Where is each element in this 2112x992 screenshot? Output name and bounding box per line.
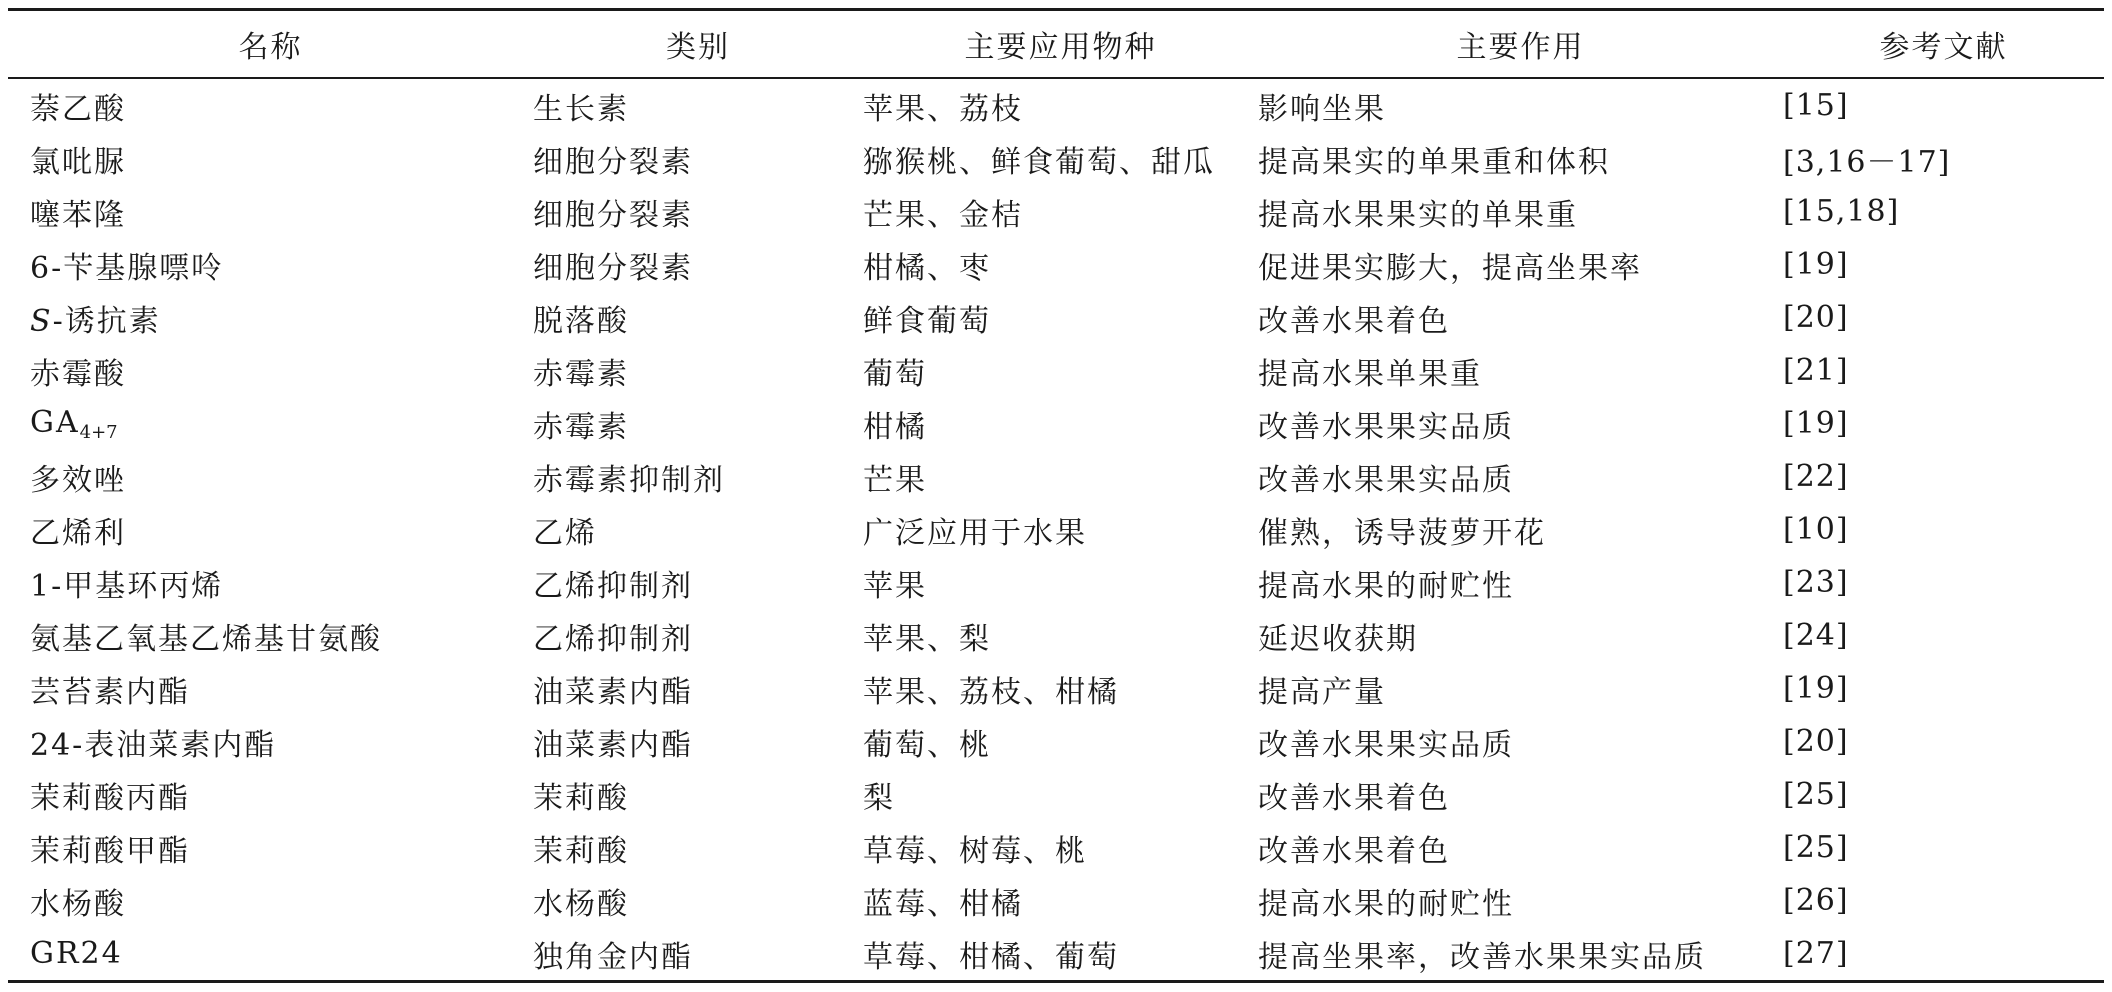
table-row bbox=[8, 874, 2104, 927]
cell-reference: [26] bbox=[1783, 883, 1849, 918]
cell-name: 氯吡脲 bbox=[30, 144, 126, 180]
cell-reference: [19] bbox=[1783, 406, 1849, 441]
cell-effect: 提高水果的耐贮性 bbox=[1258, 568, 1514, 604]
cell-effect: 改善水果果实品质 bbox=[1258, 462, 1514, 498]
cell-name: 茉莉酸甲酯 bbox=[30, 833, 190, 869]
table-row bbox=[8, 609, 2104, 662]
cell-effect: 改善水果果实品质 bbox=[1258, 409, 1514, 445]
header-category: 类别 bbox=[666, 30, 730, 65]
cell-reference: [21] bbox=[1783, 353, 1849, 388]
cell-category: 茉莉酸 bbox=[533, 833, 629, 869]
cell-effect: 提高水果果实的单果重 bbox=[1258, 197, 1578, 233]
cell-category: 茉莉酸 bbox=[533, 780, 629, 816]
cell-reference: [23] bbox=[1783, 565, 1849, 600]
header-name: 名称 bbox=[238, 30, 303, 65]
table-row bbox=[8, 78, 2104, 132]
cell-species: 鲜食葡萄 bbox=[863, 303, 991, 339]
cell-effect: 改善水果果实品质 bbox=[1258, 727, 1514, 763]
table-row bbox=[8, 185, 2104, 238]
cell-species: 蓝莓、柑橘 bbox=[863, 886, 1023, 922]
cell-species: 柑橘 bbox=[863, 409, 927, 445]
growth-regulator-table-container bbox=[8, 8, 2104, 983]
cell-name: 赤霉酸 bbox=[30, 356, 126, 392]
cell-category: 脱落酸 bbox=[533, 303, 629, 339]
cell-category: 赤霉素 bbox=[533, 356, 629, 392]
cell-category: 乙烯抑制剂 bbox=[533, 568, 693, 604]
table-row bbox=[8, 927, 2104, 982]
cell-reference: [19] bbox=[1783, 671, 1849, 706]
cell-species: 芒果 bbox=[863, 462, 927, 498]
cell-category: 水杨酸 bbox=[533, 886, 629, 922]
cell-effect: 改善水果着色 bbox=[1258, 303, 1450, 339]
growth-regulator-table bbox=[8, 8, 2104, 983]
header-reference: 参考文献 bbox=[1879, 30, 2008, 65]
cell-reference: [20] bbox=[1783, 300, 1849, 335]
table-row bbox=[8, 768, 2104, 821]
table-row bbox=[8, 662, 2104, 715]
header-species: 主要应用物种 bbox=[964, 30, 1157, 65]
cell-effect: 提高水果单果重 bbox=[1258, 356, 1482, 392]
cell-species: 苹果、梨 bbox=[863, 621, 991, 657]
cell-name: 乙烯利 bbox=[30, 515, 126, 551]
cell-reference: [22] bbox=[1783, 459, 1849, 494]
cell-species: 广泛应用于水果 bbox=[863, 515, 1087, 551]
cell-category: 细胞分裂素 bbox=[533, 144, 693, 180]
cell-category: 生长素 bbox=[533, 91, 629, 127]
table-row bbox=[8, 344, 2104, 397]
table-row bbox=[8, 450, 2104, 503]
cell-reference: [15,18] bbox=[1783, 194, 1900, 229]
cell-category: 赤霉素 bbox=[533, 409, 629, 445]
cell-species: 苹果、荔枝 bbox=[863, 91, 1023, 127]
cell-effect: 提高果实的单果重和体积 bbox=[1258, 144, 1610, 180]
cell-name-main: GA bbox=[30, 404, 80, 440]
cell-name: 水杨酸 bbox=[30, 886, 126, 922]
cell-reference: [27] bbox=[1783, 936, 1849, 971]
cell-name: 氨基乙氧基乙烯基甘氨酸 bbox=[30, 621, 382, 657]
cell-name bbox=[8, 397, 533, 450]
table-row bbox=[8, 556, 2104, 609]
cell-reference: [20] bbox=[1783, 724, 1849, 759]
cell-species: 苹果、荔枝、柑橘 bbox=[863, 674, 1119, 710]
table-row bbox=[8, 715, 2104, 768]
cell-effect: 促进果实膨大，提高坐果率 bbox=[1258, 250, 1642, 286]
cell-effect: 催熟，诱导菠萝开花 bbox=[1258, 515, 1546, 551]
cell-species: 梨 bbox=[863, 780, 895, 816]
cell-species: 葡萄、桃 bbox=[863, 727, 991, 763]
cell-category: 乙烯 bbox=[533, 515, 597, 551]
cell-name: 6-苄基腺嘌呤 bbox=[30, 250, 224, 286]
cell-effect: 提高坐果率，改善水果果实品质 bbox=[1258, 939, 1706, 975]
cell-effect: 影响坐果 bbox=[1258, 91, 1386, 127]
cell-reference: [15] bbox=[1783, 88, 1849, 123]
cell-reference: [10] bbox=[1783, 512, 1849, 547]
table-row bbox=[8, 397, 2104, 450]
cell-reference: [25] bbox=[1783, 830, 1849, 865]
cell-species: 柑橘、枣 bbox=[863, 250, 991, 286]
table-row bbox=[8, 503, 2104, 556]
cell-species: 猕猴桃、鲜食葡萄、甜瓜 bbox=[863, 144, 1215, 180]
cell-category: 独角金内酯 bbox=[533, 939, 693, 975]
cell-name: 1-甲基环丙烯 bbox=[30, 568, 224, 604]
cell-effect: 延迟收获期 bbox=[1258, 621, 1418, 657]
cell-category: 油菜素内酯 bbox=[533, 727, 693, 763]
cell-reference: [25] bbox=[1783, 777, 1849, 812]
cell-effect: 改善水果着色 bbox=[1258, 833, 1450, 869]
cell-name-suffix: -诱抗素 bbox=[52, 303, 161, 339]
cell-name: 萘乙酸 bbox=[30, 91, 126, 127]
cell-reference: [3,16－17] bbox=[1783, 144, 1951, 180]
cell-species: 苹果 bbox=[863, 568, 927, 604]
header-effect: 主要作用 bbox=[1456, 30, 1585, 65]
table-header-row bbox=[8, 10, 2104, 79]
cell-name: 噻苯隆 bbox=[30, 197, 126, 233]
cell-species: 芒果、金桔 bbox=[863, 197, 1023, 233]
cell-name: 多效唑 bbox=[30, 462, 126, 498]
table-row bbox=[8, 821, 2104, 874]
cell-name bbox=[8, 291, 533, 344]
table-row bbox=[8, 238, 2104, 291]
cell-category: 细胞分裂素 bbox=[533, 197, 693, 233]
cell-name: GR24 bbox=[30, 936, 123, 971]
cell-name-subscript: 4+7 bbox=[79, 421, 118, 443]
cell-effect: 改善水果着色 bbox=[1258, 780, 1450, 816]
cell-species: 草莓、柑橘、葡萄 bbox=[863, 939, 1119, 975]
cell-category: 赤霉素抑制剂 bbox=[533, 462, 725, 498]
cell-category: 细胞分裂素 bbox=[533, 250, 693, 286]
cell-name-italic-prefix: S bbox=[30, 303, 53, 339]
cell-name: 茉莉酸丙酯 bbox=[30, 780, 190, 816]
cell-effect: 提高产量 bbox=[1258, 674, 1386, 710]
cell-category: 乙烯抑制剂 bbox=[533, 621, 693, 657]
cell-category: 油菜素内酯 bbox=[533, 674, 693, 710]
cell-reference: [24] bbox=[1783, 618, 1849, 653]
cell-reference: [19] bbox=[1783, 247, 1849, 282]
cell-name: 芸苔素内酯 bbox=[30, 674, 190, 710]
cell-name: 24-表油菜素内酯 bbox=[30, 727, 277, 763]
table-row bbox=[8, 132, 2104, 185]
cell-effect: 提高水果的耐贮性 bbox=[1258, 886, 1514, 922]
table-row bbox=[8, 291, 2104, 344]
cell-species: 草莓、树莓、桃 bbox=[863, 833, 1087, 869]
cell-species: 葡萄 bbox=[863, 356, 927, 392]
